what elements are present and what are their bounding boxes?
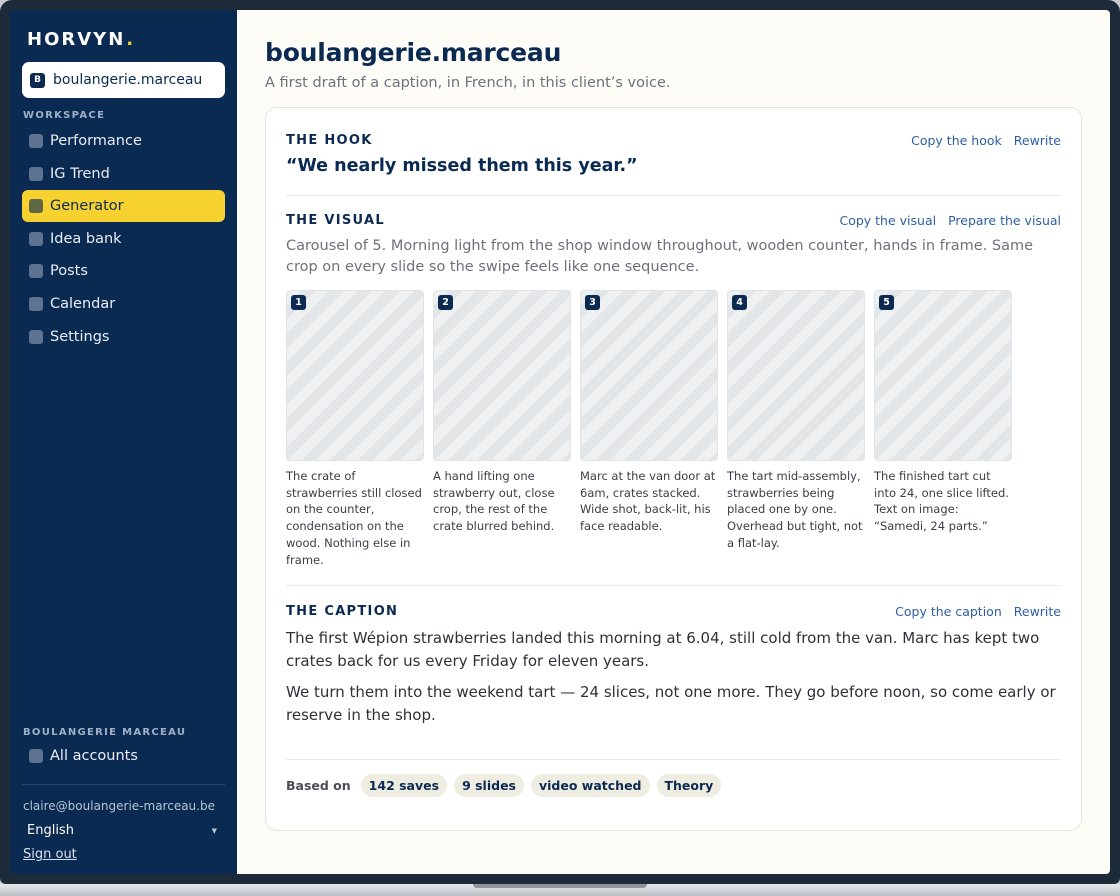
based-on-label: Based on	[286, 778, 351, 794]
slide-image-placeholder[interactable]	[286, 290, 424, 461]
sidebar-divider	[22, 784, 225, 785]
sign-out-link[interactable]: Sign out	[23, 847, 77, 862]
idea-bank-icon	[29, 232, 43, 246]
prepare-visual-button[interactable]: Prepare the visual	[948, 213, 1061, 228]
caption-section	[286, 586, 1061, 759]
rewrite-caption-button[interactable]: Rewrite	[1013, 604, 1061, 620]
visual-section	[286, 196, 1061, 585]
sidebar-item-calendar[interactable]	[22, 288, 225, 320]
device-notch	[473, 884, 647, 888]
sidebar-nav	[22, 125, 225, 353]
slide-card	[727, 290, 865, 568]
logo-dot: .	[126, 28, 136, 50]
account-badge-icon: B	[30, 73, 45, 88]
slide-image-placeholder[interactable]	[433, 290, 571, 461]
settings-icon	[29, 330, 43, 344]
slide-number-badge: 5	[879, 295, 894, 310]
workspace-label: WORKSPACE	[23, 110, 106, 121]
sidebar-item-generator[interactable]	[22, 190, 225, 222]
sidebar-item-label: All accounts	[50, 748, 138, 764]
sidebar-item-label: Performance	[50, 133, 142, 149]
signal-chip: 9 slides	[454, 774, 524, 797]
generator-icon	[29, 199, 43, 213]
posts-icon	[29, 264, 43, 278]
language-select[interactable]	[22, 823, 225, 838]
sidebar-item-label: Generator	[50, 198, 124, 215]
visual-description: Carousel of 5. Morning light from the shop window throughout, wooden counter, hands in frame. Same crop on every slide so the swipe feels like one sequence.	[286, 238, 1034, 275]
slide-strip	[286, 290, 1061, 568]
caption-paragraph: The first Wépion strawberries landed this morning at 6.04, still cold from the van. Marc has kept two crates back for us every Friday for eleven years.	[286, 629, 1040, 671]
based-on-row	[286, 760, 1061, 797]
slide-image-placeholder[interactable]	[874, 290, 1012, 461]
ig-trend-icon	[29, 167, 43, 181]
slide-caption: The tart mid-assembly, strawberries being placed one by one. Overhead but tight, not a flat-lay.	[727, 469, 863, 550]
page-title: boulangerie.marceau	[265, 38, 562, 67]
slide-card	[286, 290, 424, 568]
slide-image-placeholder[interactable]	[580, 290, 718, 461]
slide-number-badge: 2	[438, 295, 453, 310]
slide-card	[874, 290, 1012, 568]
slide-image-placeholder[interactable]	[727, 290, 865, 461]
hook-section	[286, 108, 1061, 195]
sidebar-item-label: Settings	[50, 328, 110, 345]
page-subtitle: A first draft of a caption, in French, in this client’s voice.	[265, 75, 671, 91]
sidebar-item-posts[interactable]	[22, 255, 225, 287]
signal-chip: video watched	[531, 774, 650, 797]
sidebar-item-performance[interactable]	[22, 125, 225, 157]
sidebar-footer	[22, 727, 225, 862]
all-accounts-icon	[29, 749, 43, 763]
sidebar-item-ig-trend[interactable]	[22, 158, 225, 190]
hook-quote: “We nearly missed them this year.”	[286, 156, 638, 176]
calendar-icon	[29, 297, 43, 311]
sidebar	[10, 10, 237, 874]
copy-hook-button[interactable]: Copy the hook	[911, 133, 1002, 148]
sidebar-item-label: IG Trend	[50, 165, 110, 182]
user-email: claire@boulangerie-marceau.be	[23, 799, 215, 813]
slide-number-badge: 4	[732, 295, 747, 310]
slide-caption: Marc at the van door at 6am, crates stacked. Wide shot, back-lit, his face readable.	[580, 469, 716, 534]
slide-caption: A hand lifting one strawberry out, close crop, the rest of the crate blurred behind.	[433, 469, 555, 534]
account-name: boulangerie.marceau	[53, 72, 203, 88]
slide-card	[433, 290, 571, 568]
slide-number-badge: 1	[291, 295, 306, 310]
slide-caption: The finished tart cut into 24, one slice lifted. Text on image: “Samedi, 24 parts.”	[874, 469, 1009, 534]
main-content	[237, 10, 1110, 874]
sidebar-item-label: Posts	[50, 263, 88, 280]
sidebar-item-settings[interactable]	[22, 321, 225, 353]
hook-title: THE HOOK	[286, 133, 373, 148]
copy-caption-button[interactable]: Copy the caption	[895, 604, 1002, 620]
org-label: BOULANGERIE MARCEAU	[23, 727, 187, 738]
rewrite-hook-button[interactable]: Rewrite	[1013, 133, 1061, 148]
chevron-down-icon: ▼	[211, 826, 217, 835]
language-value: English	[27, 823, 74, 838]
signal-chip: 142 saves	[361, 774, 447, 797]
logo-text: HORVYN	[27, 28, 126, 50]
app-window	[10, 10, 1110, 874]
account-switcher[interactable]	[22, 62, 225, 98]
signal-chip: Theory	[657, 774, 722, 797]
performance-icon	[29, 134, 43, 148]
caption-paragraph: We turn them into the weekend tart — 24 slices, not one more. They go before noon, so come early or reserve in the shop.	[286, 683, 1056, 725]
logo[interactable]	[22, 26, 225, 52]
sidebar-item-label: Calendar	[50, 295, 116, 312]
caption-title: THE CAPTION	[286, 604, 399, 620]
sidebar-item-label: Idea bank	[50, 230, 122, 247]
sidebar-item-all-accounts[interactable]	[22, 740, 225, 772]
slide-card	[580, 290, 718, 568]
slide-caption: The crate of strawberries still closed on the counter, condensation on the wood. Nothing else in frame.	[286, 469, 422, 567]
draft-card	[265, 107, 1082, 831]
slide-number-badge: 3	[585, 295, 600, 310]
visual-title: THE VISUAL	[286, 213, 385, 228]
sidebar-item-idea-bank[interactable]	[22, 223, 225, 255]
copy-visual-button[interactable]: Copy the visual	[839, 213, 937, 228]
